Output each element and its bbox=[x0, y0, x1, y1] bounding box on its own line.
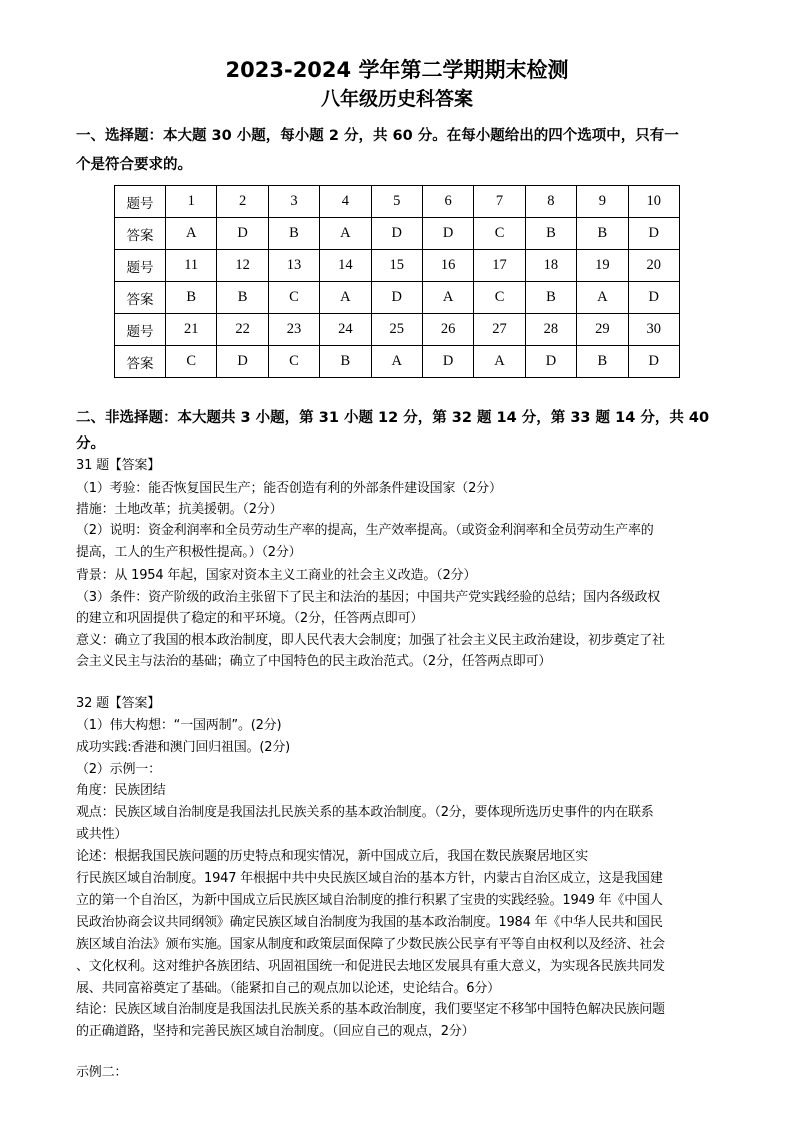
text-line: （2）说明：资金利润率和全员劳动生产率的提高，生产效率提高。（或资金利润率和全员劳动生产率的 bbox=[76, 523, 654, 538]
row-label: 答案 bbox=[115, 218, 166, 250]
table-cell: 13 bbox=[268, 250, 319, 282]
row-label: 题号 bbox=[115, 250, 166, 282]
exam-subtitle: 八年级历史科答案 bbox=[320, 88, 473, 110]
table-cell: B bbox=[166, 282, 217, 314]
section2-heading-line1: 二、非选择题：本大题共 3 小题，第 31 小题 12 分，第 32 题 14 分，第 33 题 14 分，共 40 bbox=[76, 410, 710, 426]
text-line: （1）伟大构想：“一国两制”。(2分) bbox=[76, 718, 282, 733]
table-cell: A bbox=[166, 218, 217, 250]
table-row bbox=[115, 282, 680, 314]
table-cell: A bbox=[320, 218, 371, 250]
table-cell: B bbox=[217, 282, 268, 314]
table-cell: C bbox=[474, 218, 525, 250]
table-row bbox=[115, 186, 680, 218]
table-cell: A bbox=[577, 282, 628, 314]
table-cell: D bbox=[371, 218, 422, 250]
text-line: 论述：根据我国民族问题的历史特点和现实情况，新中国成立后，我国在数民族聚居地区实 bbox=[76, 849, 589, 864]
table-cell: C bbox=[268, 282, 319, 314]
text-line: 的正确道路，坚持和完善民族区域自治制度。（回应自己的观点，2分） bbox=[76, 1024, 475, 1039]
table-cell: 22 bbox=[217, 314, 268, 346]
text-line: （1）考验：能否恢复国民生产；能否创造有利的外部条件建设国家（2分） bbox=[76, 481, 502, 496]
table-cell: B bbox=[577, 218, 628, 250]
text-line: 观点：民族区域自治制度是我国法扎民族关系的基本政治制度。（2分，要体现所选历史事件的内在联系 bbox=[76, 805, 654, 820]
exam-title: 2023-2024 学年第二学期期末检测 bbox=[225, 58, 569, 82]
table-cell: D bbox=[628, 282, 679, 314]
row-label: 题号 bbox=[115, 314, 166, 346]
table-cell: 23 bbox=[268, 314, 319, 346]
table-cell: 5 bbox=[371, 186, 422, 218]
table-row bbox=[115, 250, 680, 282]
table-cell: 28 bbox=[525, 314, 576, 346]
table-cell: A bbox=[320, 282, 371, 314]
table-cell: C bbox=[268, 346, 319, 378]
table-row bbox=[115, 218, 680, 250]
table-cell: 24 bbox=[320, 314, 371, 346]
table-cell: 15 bbox=[371, 250, 422, 282]
text-line: 的建立和巩固提供了稳定的和平环境。（2分，任答两点即可） bbox=[76, 611, 424, 626]
text-line: （3）条件：资产阶级的政治主张留下了民主和法治的基因；中国共产党实践经验的总结；国内各级政权 bbox=[76, 590, 661, 605]
table-cell: 14 bbox=[320, 250, 371, 282]
text-line: 提高，工人的生产积极性提高。）（2分） bbox=[76, 545, 302, 560]
text-line: 民政治协商会议共同纲领》确定民族区域自治制度为我国的基本政治制度。1984 年《中华人民共和国民 bbox=[76, 915, 663, 930]
table-cell: A bbox=[371, 346, 422, 378]
text-line: 成功实践:香港和澳门回归祖国。(2分) bbox=[76, 740, 290, 755]
row-label: 答案 bbox=[115, 346, 166, 378]
table-cell: 12 bbox=[217, 250, 268, 282]
table-cell: 26 bbox=[422, 314, 473, 346]
table-cell: B bbox=[320, 346, 371, 378]
text-line: （2）示例一： bbox=[76, 762, 161, 777]
text-line: 会主义民主与法治的基础；确立了中国特色的民主政治范式。（2分，任答两点即可） bbox=[76, 654, 552, 669]
table-cell: B bbox=[525, 282, 576, 314]
text-line: 背景：从 1954 年起，国家对资本主义工商业的社会主义改造。（2分） bbox=[76, 568, 477, 583]
table-row bbox=[115, 346, 680, 378]
table-cell: 29 bbox=[577, 314, 628, 346]
table-cell: 21 bbox=[166, 314, 217, 346]
table-cell: 16 bbox=[422, 250, 473, 282]
table-cell: 8 bbox=[525, 186, 576, 218]
text-line: 行民族区域自治制度。1947 年根据中共中央民族区域自治的基本方针，内蒙古自治区成立，这是我国建 bbox=[76, 871, 663, 886]
table-cell: D bbox=[217, 346, 268, 378]
table-cell: 18 bbox=[525, 250, 576, 282]
table-cell: 20 bbox=[628, 250, 679, 282]
table-cell: 17 bbox=[474, 250, 525, 282]
section1-heading-line1: 一、选择题：本大题 30 小题，每小题 2 分，共 60 分。在每小题给出的四个选项中，只有一 bbox=[76, 128, 679, 144]
table-cell: 11 bbox=[166, 250, 217, 282]
table-cell: 27 bbox=[474, 314, 525, 346]
text-line: 措施：土地改革；抗美援朝。（2分） bbox=[76, 502, 283, 517]
table-cell: D bbox=[628, 346, 679, 378]
table-cell: 10 bbox=[628, 186, 679, 218]
table-cell: D bbox=[422, 346, 473, 378]
q31-heading: 31 题【答案】 bbox=[76, 458, 161, 473]
text-line: 角度：民族团结 bbox=[76, 783, 166, 798]
table-cell: D bbox=[217, 218, 268, 250]
table-cell: 2 bbox=[217, 186, 268, 218]
table-cell: B bbox=[525, 218, 576, 250]
table-cell: 19 bbox=[577, 250, 628, 282]
answer-table bbox=[114, 185, 680, 378]
table-cell: 3 bbox=[268, 186, 319, 218]
table-cell: D bbox=[422, 218, 473, 250]
text-line: 或共性） bbox=[76, 827, 128, 842]
table-cell: C bbox=[474, 282, 525, 314]
table-cell: 9 bbox=[577, 186, 628, 218]
table-cell: B bbox=[577, 346, 628, 378]
section1-heading-line2: 个是符合要求的。 bbox=[76, 157, 192, 173]
table-row bbox=[115, 314, 680, 346]
table-cell: 6 bbox=[422, 186, 473, 218]
text-line: 展、共同富裕奠定了基础。（能紧扣自己的观点加以论述，史论结合。6分） bbox=[76, 981, 500, 996]
table-cell: D bbox=[371, 282, 422, 314]
q32-heading: 32 题【答案】 bbox=[76, 696, 161, 711]
text-line: 立的第一个自治区，为新中国成立后民族区域自治制度的推行积累了宝贵的实践经验。1949 年《中国人 bbox=[76, 893, 663, 908]
text-line: 结论：民族区域自治制度是我国法扎民族关系的基本政治制度，我们要坚定不移邹中国特色解决民族问题 bbox=[76, 1002, 665, 1017]
table-cell: C bbox=[166, 346, 217, 378]
row-label: 题号 bbox=[115, 186, 166, 218]
table-cell: A bbox=[474, 346, 525, 378]
table-cell: 7 bbox=[474, 186, 525, 218]
table-cell: 30 bbox=[628, 314, 679, 346]
table-cell: 4 bbox=[320, 186, 371, 218]
table-cell: 1 bbox=[166, 186, 217, 218]
text-line: 族区域自治法》颁布实施。国家从制度和政策层面保障了少数民族公民享有平等自由权利以及经济、社会 bbox=[76, 937, 665, 952]
text-line: 意义：确立了我国的根本政治制度，即人民代表大会制度；加强了社会主义民主政治建设，初步奠定了社 bbox=[76, 633, 665, 648]
table-cell: A bbox=[422, 282, 473, 314]
table-cell: B bbox=[268, 218, 319, 250]
example2-label: 示例二： bbox=[76, 1065, 128, 1080]
text-line: 、文化权利。这对维护各族团结、巩固祖国统一和促进民去地区发展具有重大意义，为实现各民族共同发 bbox=[76, 959, 665, 974]
section2-heading-line2: 分。 bbox=[76, 436, 105, 452]
table-cell: D bbox=[525, 346, 576, 378]
table-cell: 25 bbox=[371, 314, 422, 346]
row-label: 答案 bbox=[115, 282, 166, 314]
table-cell: D bbox=[628, 218, 679, 250]
